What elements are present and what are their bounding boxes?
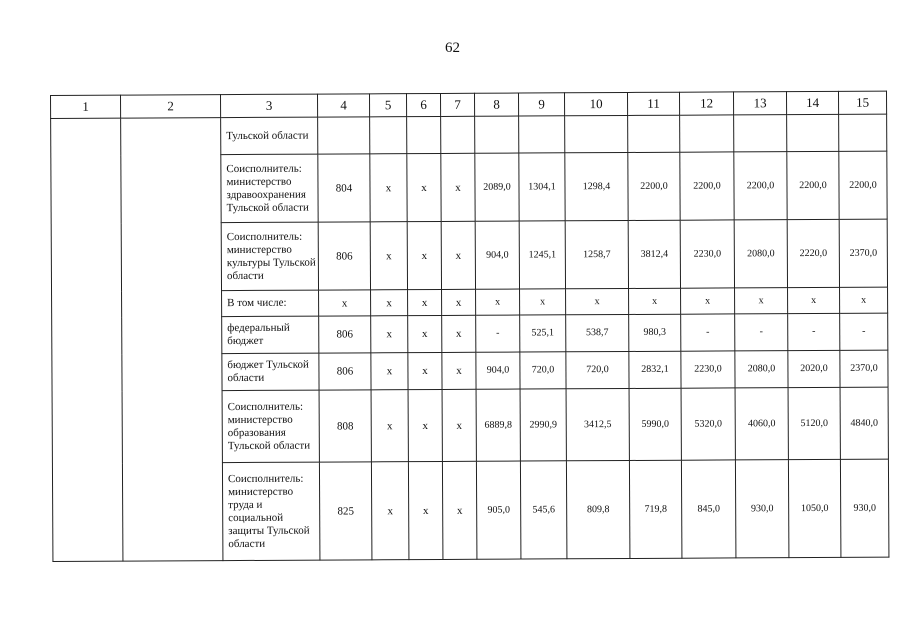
cell: х — [371, 353, 408, 390]
cell — [441, 116, 475, 153]
value-cell: 2200,0 — [839, 151, 887, 219]
header-cell: 15 — [838, 91, 886, 114]
value-cell: 905,0 — [476, 461, 521, 559]
header-cell: 11 — [627, 92, 679, 115]
row-name: федеральный бюджет — [222, 316, 319, 354]
header-cell: 9 — [518, 93, 564, 116]
cell: х — [408, 389, 442, 461]
value-cell: 1304,1 — [519, 153, 565, 221]
value-cell: 4060,0 — [735, 388, 788, 460]
value-cell: 3812,4 — [628, 220, 680, 288]
value-cell: х — [476, 289, 520, 315]
value-cell: 2370,0 — [840, 350, 888, 387]
value-cell: 525,1 — [520, 315, 566, 352]
value-cell: 2220,0 — [787, 219, 839, 287]
cell: х — [370, 154, 407, 222]
cell: х — [407, 153, 441, 221]
row-name: Соисполнитель: министерство культуры Тульской области — [221, 222, 318, 291]
cell: х — [371, 316, 408, 353]
table-row — [51, 114, 887, 155]
header-cell: 14 — [786, 91, 838, 114]
cell: х — [442, 352, 476, 389]
value-cell: 904,0 — [475, 221, 519, 289]
value-cell — [628, 115, 680, 152]
header-cell: 1 — [51, 95, 121, 118]
cell: х — [442, 389, 476, 461]
value-cell: 2020,0 — [788, 350, 840, 387]
value-cell: 930,0 — [735, 460, 789, 558]
value-cell: 904,0 — [476, 352, 520, 389]
value-cell: 2832,1 — [629, 351, 681, 388]
value-cell — [734, 115, 787, 152]
value-cell: 2230,0 — [680, 220, 734, 288]
value-cell: 2080,0 — [734, 220, 787, 288]
header-cell: 4 — [317, 94, 369, 117]
value-cell — [475, 116, 519, 153]
code-cell: 808 — [319, 390, 371, 462]
value-cell: 980,3 — [629, 314, 681, 351]
value-cell: 3412,5 — [566, 388, 629, 460]
value-cell: - — [476, 315, 520, 352]
cell: х — [442, 315, 476, 352]
budget-table-container — [50, 91, 889, 562]
header-cell: 6 — [406, 93, 440, 116]
budget-table — [50, 91, 889, 562]
row-name: Соисполнитель: министерство труда и социальной защиты Тульской области — [222, 462, 320, 561]
value-cell: х — [629, 288, 681, 314]
cell: х — [371, 462, 409, 560]
row-name: Соисполнитель: министерство образования Тульской области — [222, 390, 319, 463]
header-cell: 12 — [679, 92, 733, 115]
code-cell — [318, 117, 370, 154]
value-cell: - — [840, 313, 888, 350]
cell: х — [408, 352, 442, 389]
cell: х — [408, 289, 442, 315]
value-cell — [565, 115, 628, 152]
cell: х — [408, 461, 443, 559]
value-cell: 2230,0 — [681, 351, 735, 388]
value-cell: х — [735, 288, 788, 314]
value-cell: 719,8 — [629, 460, 682, 558]
cell: х — [441, 221, 475, 289]
row-name: Соисполнитель: министерство здравоохранения Тульской области — [221, 154, 318, 223]
cell — [407, 116, 441, 153]
value-cell: 2200,0 — [734, 152, 787, 220]
value-cell: - — [681, 314, 735, 351]
row-name: Тульской области — [221, 117, 318, 155]
row-name: В том числе: — [222, 290, 319, 317]
value-cell: 2080,0 — [735, 351, 788, 388]
value-cell: 538,7 — [566, 314, 629, 351]
value-cell: х — [520, 289, 566, 315]
value-cell: 845,0 — [681, 460, 736, 558]
value-cell: 5120,0 — [788, 387, 840, 459]
code-cell: х — [319, 290, 371, 316]
value-cell: 1298,4 — [565, 152, 628, 220]
value-cell: х — [840, 287, 888, 313]
value-cell: х — [566, 288, 629, 314]
page-number: 62 — [445, 40, 460, 56]
header-cell: 13 — [733, 92, 786, 115]
header-cell: 3 — [221, 94, 318, 118]
header-cell: 5 — [369, 94, 406, 117]
value-cell: 2200,0 — [787, 151, 839, 219]
value-cell: - — [735, 314, 788, 351]
header-cell: 10 — [564, 92, 627, 115]
value-cell: 720,0 — [520, 352, 566, 389]
header-cell: 2 — [121, 95, 221, 119]
value-cell: 809,8 — [566, 460, 630, 558]
cell: х — [370, 222, 407, 290]
value-cell — [680, 115, 734, 152]
column-2-merged-cell — [121, 118, 223, 562]
header-cell: 7 — [440, 93, 474, 116]
value-cell: 4840,0 — [840, 387, 888, 459]
value-cell: 2990,9 — [520, 389, 566, 461]
value-cell — [519, 116, 565, 153]
value-cell: 6889,8 — [476, 389, 520, 461]
value-cell: 930,0 — [840, 459, 889, 557]
code-cell: 806 — [318, 222, 370, 290]
code-cell: 804 — [318, 154, 370, 222]
value-cell — [839, 114, 887, 151]
value-cell: 1050,0 — [788, 459, 841, 557]
cell — [370, 117, 407, 154]
value-cell: х — [681, 288, 735, 314]
value-cell: - — [788, 313, 840, 350]
cell: х — [441, 153, 475, 221]
header-cell: 8 — [474, 93, 518, 116]
cell: х — [408, 315, 442, 352]
code-cell: 806 — [319, 353, 371, 390]
cell: х — [371, 290, 408, 316]
value-cell: 545,6 — [520, 461, 567, 559]
code-cell: 825 — [319, 462, 372, 560]
value-cell: 2200,0 — [680, 152, 734, 220]
cell: х — [442, 289, 476, 315]
value-cell: 2200,0 — [628, 152, 680, 220]
value-cell: 1245,1 — [519, 221, 565, 289]
cell: х — [371, 390, 408, 462]
cell: х — [407, 221, 441, 289]
value-cell: 5990,0 — [629, 388, 681, 460]
value-cell: 2089,0 — [475, 153, 519, 221]
value-cell: 5320,0 — [681, 388, 735, 460]
code-cell: 806 — [319, 316, 371, 353]
column-1-merged-cell — [51, 118, 123, 561]
value-cell — [787, 114, 839, 151]
cell: х — [442, 461, 477, 559]
value-cell: х — [788, 287, 840, 313]
value-cell: 1258,7 — [565, 220, 628, 288]
value-cell: 720,0 — [566, 351, 629, 388]
row-name: бюджет Тульской области — [222, 353, 319, 391]
value-cell: 2370,0 — [839, 219, 887, 287]
